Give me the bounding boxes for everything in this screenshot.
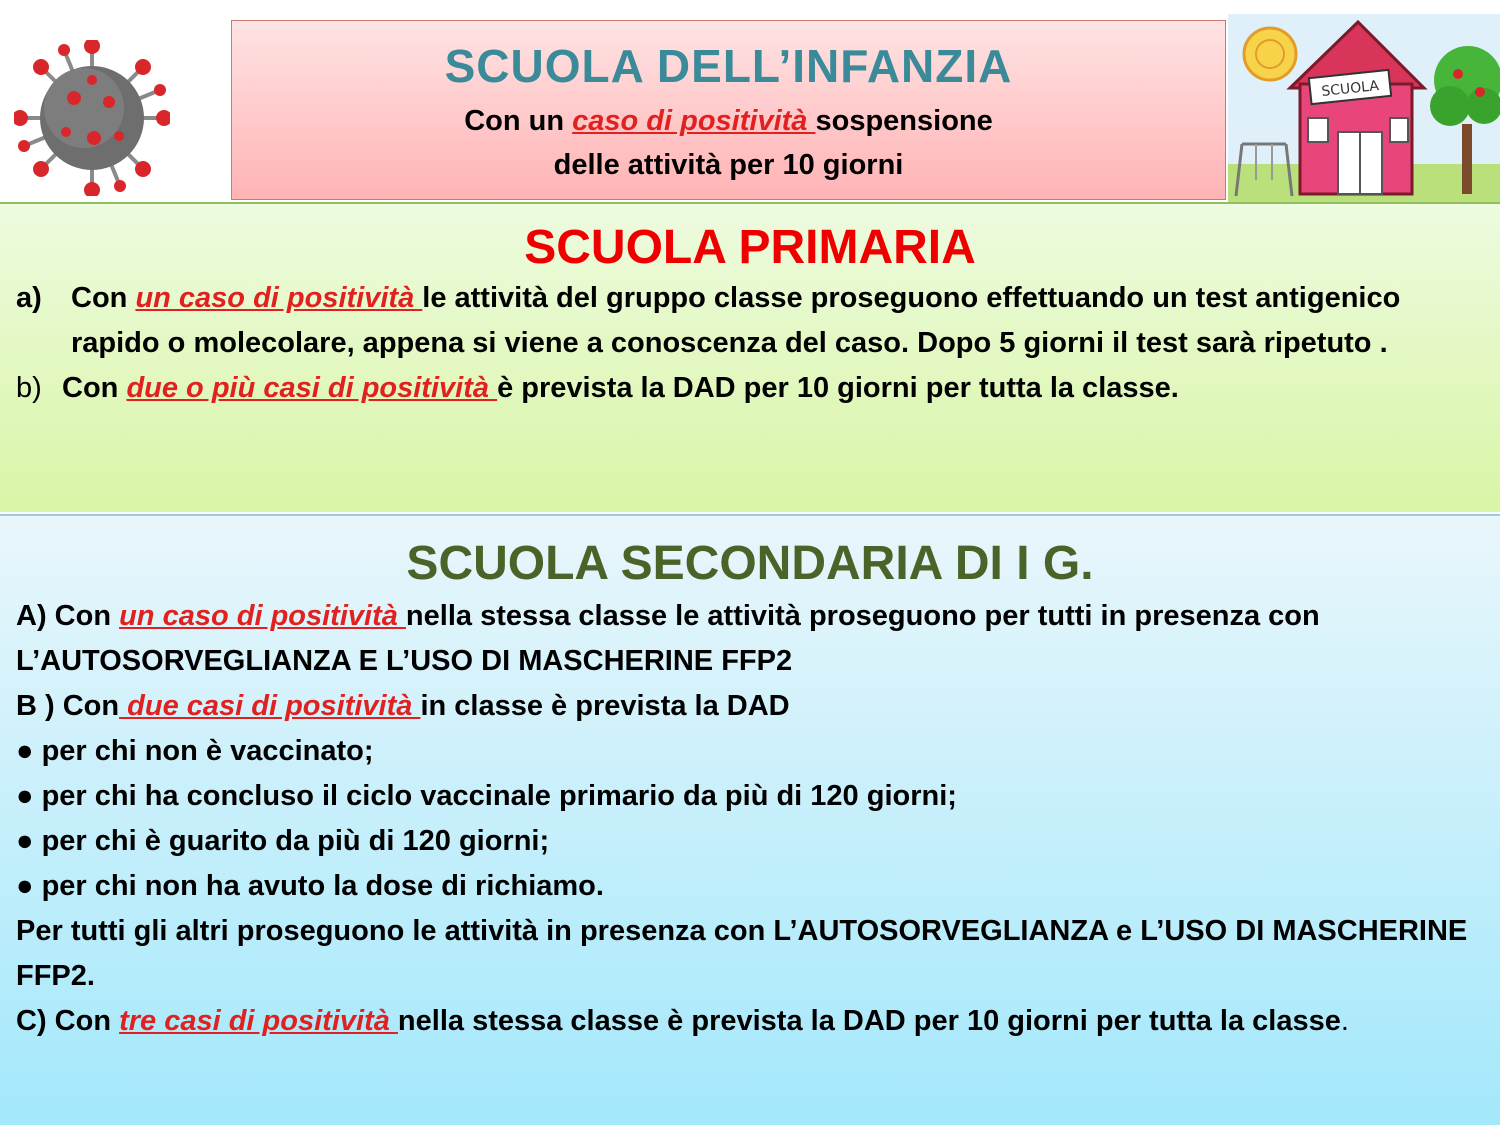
secondaria-paragraph-b bbox=[16, 684, 1486, 729]
item-a-before: Con bbox=[71, 282, 136, 314]
bullet-item: ● per chi non è vaccinato; bbox=[16, 735, 374, 767]
secondaria-others: Per tutti gli altri proseguono le attività in presenza con L’AUTOSORVEGLIANZA e L’USO DI MASCHERINE FFP2. bbox=[16, 915, 1468, 992]
secondaria-section bbox=[0, 514, 1500, 1125]
infanzia-line-2: delle attività per 10 giorni bbox=[553, 149, 904, 181]
coronavirus-illustration bbox=[14, 40, 170, 196]
item-a-marker: a) bbox=[16, 282, 42, 314]
item-b-marker: b) bbox=[16, 372, 42, 404]
primaria-title: SCUOLA PRIMARIA bbox=[524, 221, 976, 274]
sec-a-highlight: un caso di positività bbox=[119, 600, 406, 632]
secondaria-paragraph-c bbox=[16, 999, 1486, 1044]
sec-b-highlight: due casi di positività bbox=[119, 690, 421, 722]
infanzia-title: SCUOLA DELL’INFANZIA bbox=[444, 40, 1013, 92]
infanzia-section bbox=[231, 20, 1226, 200]
sec-a-after: nella stessa classe le attività proseguono per tutti in presenza con L’AUTOSORVEGLIANZA E L’USO DI MASCHERINE FFP2 bbox=[16, 600, 1320, 677]
item-a-after: le attività del gruppo classe proseguono effettuando un test antigenico rapido o molecolare, appena si viene a conoscenza del caso. Dopo 5 giorni il test sarà ripetuto . bbox=[71, 282, 1401, 359]
sec-b-before: B ) Con bbox=[16, 690, 120, 722]
infanzia-line-1 bbox=[232, 99, 1225, 143]
bullet-item: ● per chi è guarito da più di 120 giorni; bbox=[16, 825, 550, 857]
sec-c-before: C) Con bbox=[16, 1005, 120, 1037]
item-b-highlight: due o più casi di positività bbox=[126, 372, 498, 404]
primaria-item-b bbox=[0, 366, 1500, 411]
bullet-item: ● per chi ha concluso il ciclo vaccinale primario da più di 120 giorni; bbox=[16, 780, 957, 812]
item-b-before: Con bbox=[62, 372, 127, 404]
sec-c-end: . bbox=[1340, 1005, 1349, 1037]
secondaria-title: SCUOLA SECONDARIA DI I G. bbox=[406, 537, 1094, 590]
sec-c-highlight: tre casi di positività bbox=[119, 1005, 398, 1037]
bullet-item: ● per chi non ha avuto la dose di richiamo. bbox=[16, 870, 604, 902]
primaria-section bbox=[0, 202, 1500, 512]
sec-a-before: A) Con bbox=[16, 600, 120, 632]
item-b-after: è prevista la DAD per 10 giorni per tutta la classe. bbox=[497, 372, 1179, 404]
secondaria-paragraph-a bbox=[16, 594, 1486, 684]
school-illustration bbox=[1228, 14, 1500, 202]
primaria-item-a bbox=[0, 276, 1500, 366]
sec-b-after: in classe è prevista la DAD bbox=[420, 690, 790, 722]
infanzia-line1-after: sospensione bbox=[815, 105, 993, 137]
school-sign-text: SCUOLA bbox=[1320, 78, 1380, 100]
infanzia-highlight: caso di positività bbox=[572, 105, 816, 137]
sec-c-after: nella stessa classe è prevista la DAD per 10 giorni per tutta la classe bbox=[397, 1005, 1341, 1037]
infanzia-line1-before: Con un bbox=[464, 105, 573, 137]
item-a-highlight: un caso di positività bbox=[135, 282, 423, 314]
